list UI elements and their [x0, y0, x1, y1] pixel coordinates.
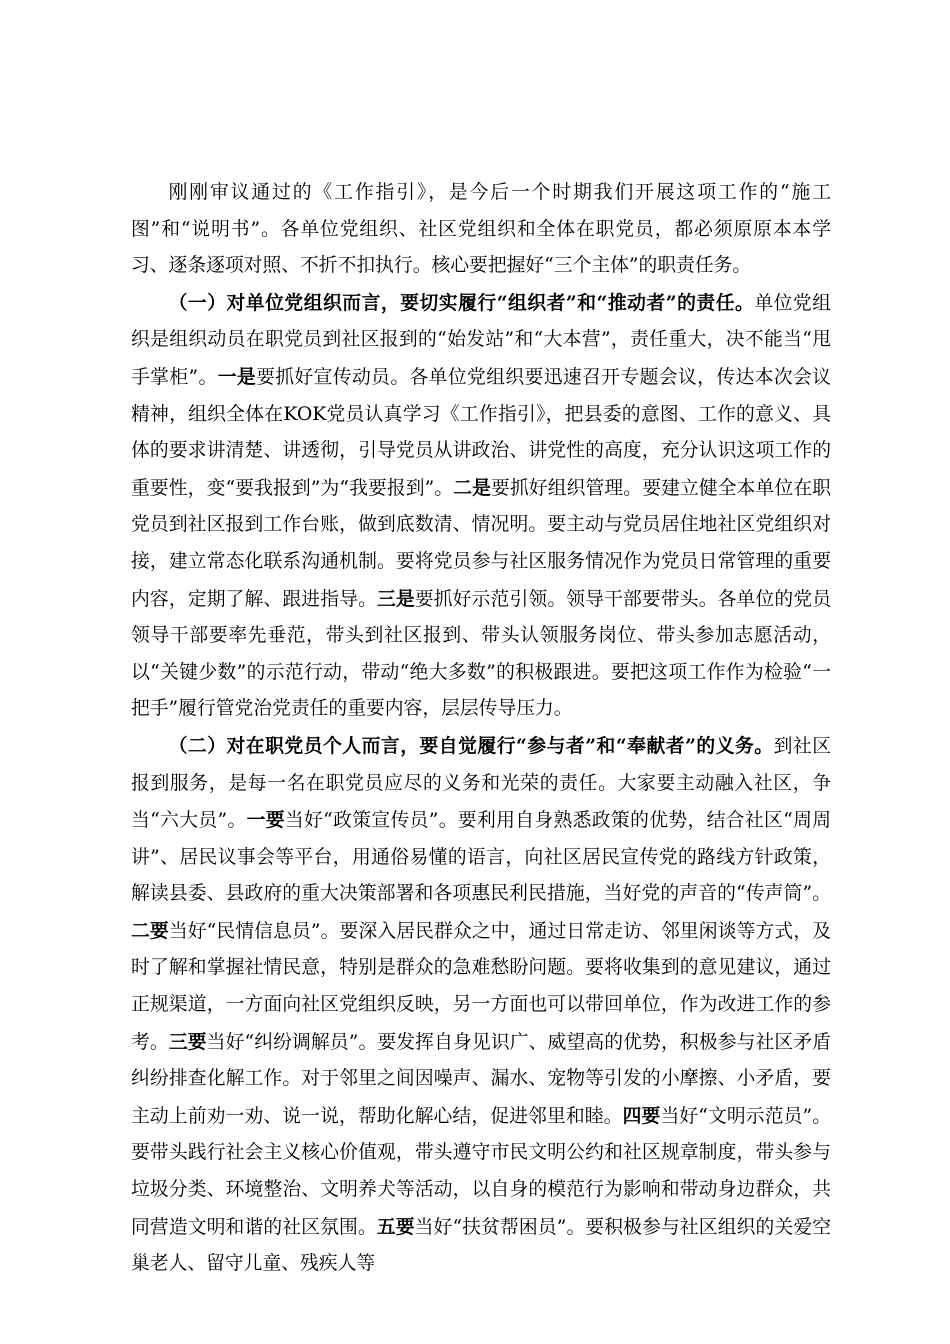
paragraph-text: 当好“纠纷调解员”。要发挥自身见识广、威望高的优势，积极参与社区矛盾纠纷排查化解工作。对于邻里之间因噪声、漏水、宠物等引发的小摩擦、小矛盾，要主动上前劝一劝、说一说，帮助化解心结，促进邻里和睦。	[131, 1031, 832, 1127]
point-marker-second: 二是	[453, 476, 492, 499]
point-marker-first: 一是	[217, 365, 257, 388]
point-marker-third: 三要	[168, 1030, 207, 1053]
paragraph-text: 当好“文明示范员”。要带头践行社会主义核心价值观，带头遵守市民文明公约和社区规章制度，带头参与垃圾分类、环境整治、文明养犬等活动，以自身的模范行为影响和带动身边群众，共同营造文明和谐的社区氛围。	[131, 1105, 832, 1238]
paragraph-text: 刚刚审议通过的《工作指引》，是今后一个时期我们开展这项工作的“施工图”和“说明书”。各单位党组织、社区党组织和全体在职党员，都必须原原本本学习、逐条逐项对照、不折不扣执行。核心要把握好“三个主体”的职责任务。	[131, 182, 831, 277]
paragraph-text: 当好“政策宣传员”。要利用自身熟悉政策的优势，结合社区“周周讲”、居民议事会等平台，用通俗易懂的语言，向社区居民宣传党的路线方针政策，解读县委、县政府的重大决策部署和各项惠民利民措施，当好党的声音的“传声筒”。	[131, 810, 832, 905]
point-marker-fifth: 五要	[376, 1215, 415, 1238]
paragraph-individual-party-member	[131, 728, 831, 1283]
paragraph-text: 单位党组织是组织动员在职党员到社区报到的“始发站”和“大本营”，责任重大，决不能当“甩手掌柜”。	[131, 292, 831, 388]
paragraph-text: 要抓好宣传动员。各单位党组织要迅速召开专题会议，传达本次会议精神，组织全体在KOK党员认真学习《工作指引》，把县委的意图、工作的意义、具体的要求讲清楚、讲透彻，引导党员从讲政治、讲党性的高度，充分认识这项工作的重要性，变“要我报到”为“我要报到”。	[131, 366, 832, 499]
paragraph-text: 当好“民情信息员”。要深入居民群众之中，通过日常走访、邻里闲谈等方式，及时了解和掌握社情民意，特别是群众的急难愁盼问题。要将收集到的意见建议，通过正规渠道，一方面向社区党组织反映，另一方面也可以带回单位，作为改进工作的参考。	[131, 920, 832, 1053]
point-marker-second: 二要	[131, 919, 169, 942]
section-heading-one: （一）对单位党组织而言，要切实履行“组织者”和“推动者”的责任。	[168, 291, 755, 314]
section-heading-two: （二）对在职党员个人而言，要自觉履行“参与者”和“奉献者”的义务。	[168, 734, 774, 757]
paragraph-intro	[131, 175, 831, 285]
point-marker-first: 一要	[246, 809, 285, 832]
paragraph-text: 要抓好组织管理。要建立健全本单位在职党员到社区报到工作台账，做到底数清、情况明。要主动与党员居住地社区党组织对接，建立常态化联系沟通机制。要将党员参与社区服务情况作为党员日常管理的重要内容，定期了解、跟进指导。	[131, 477, 832, 610]
paragraph-text: 当好“扶贫帮困员”。要积极参与社区组织的关爱空巢老人、留守儿童、残疾人等	[131, 1216, 832, 1275]
point-marker-third: 三是	[377, 587, 415, 610]
paragraph-unit-party-organization	[131, 285, 831, 728]
paragraph-text: 到社区报到服务，是每一名在职党员应尽的义务和光荣的责任。大家要主动融入社区，争当“六大员”。	[131, 735, 831, 832]
point-marker-fourth: 四要	[622, 1104, 661, 1127]
document-body	[131, 175, 831, 1283]
paragraph-text: 要抓好示范引领。领导干部要带头。各单位的党员领导干部要率先垂范，带头到社区报到、带头认领服务岗位、带头参加志愿活动，以“关键少数”的示范行动，带动“绝大多数”的积极跟进。要把这项工作作为检验“一把手”履行管党治党责任的重要内容，层层传导压力。	[131, 588, 832, 720]
